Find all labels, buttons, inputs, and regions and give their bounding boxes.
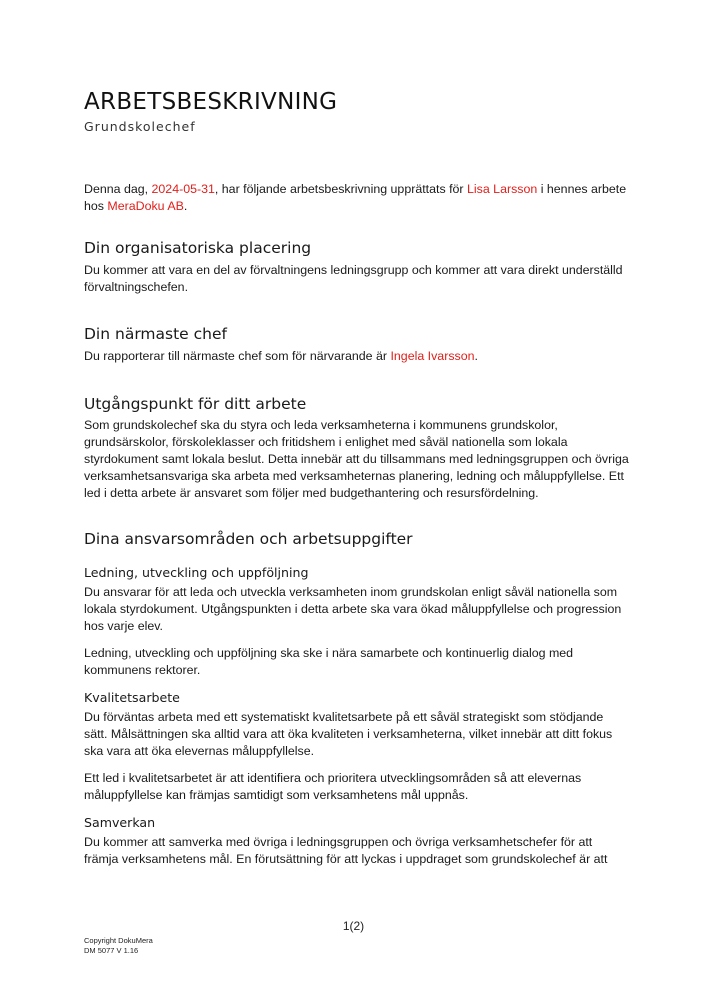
subheading-samverkan: Samverkan: [84, 815, 156, 830]
document-title: ARBETSBESKRIVNING: [84, 89, 338, 115]
intro-text: .: [183, 199, 188, 213]
date-field: 2024-05-31: [151, 182, 215, 196]
intro-paragraph: [84, 181, 629, 215]
subheading-ledning: Ledning, utveckling och uppföljning: [84, 565, 309, 580]
section-text-placering: Du kommer att vara en del av förvaltningens ledningsgrupp och kommer att vara direkt underställd förvaltningschefen.: [84, 263, 623, 294]
page-footer: [84, 936, 153, 956]
page-number: 1(2): [342, 919, 365, 933]
intro-text: i hennes arbete hos: [84, 182, 627, 213]
chef-text: Du rapporterar till närmaste chef som för närvarande är: [84, 349, 391, 363]
intro-text: Denna dag,: [84, 182, 152, 196]
section-heading-ansvar: Dina ansvarsområden och arbetsuppgifter: [84, 530, 413, 548]
company-name-field: MeraDoku AB: [107, 199, 184, 213]
document-content: [84, 86, 629, 868]
footer-copyright: Copyright DokuMera: [84, 936, 153, 945]
subheading-kvalitet: Kvalitetsarbete: [84, 690, 180, 705]
paragraph-kvalitet-2: Ett led i kvalitetsarbetet är att identifiera och prioritera utvecklingsområden så att elevernas måluppfyllelse kan främjas samtidigt som verksamhetens mål uppnås.: [84, 771, 582, 802]
person-name-field: Lisa Larsson: [467, 182, 538, 196]
paragraph-kvalitet-1: Du förväntas arbeta med ett systematiskt kvalitetsarbete på ett såväl strategiskt som stödjande sätt. Målsättningen ska alltid vara att öka kvaliteten i verksamheterna, vilket innebär att ditt fokus ska vara att öka elevernas måluppfyllelse.: [84, 710, 613, 758]
section-heading-placering: Din organisatoriska placering: [84, 239, 312, 257]
paragraph-ledning-2: Ledning, utveckling och uppföljning ska ske i nära samarbete och kontinuerlig dialog med kommunens rektorer.: [84, 646, 574, 677]
section-heading-utgangspunkt: Utgångspunkt för ditt arbete: [84, 395, 307, 413]
manager-name-field: Ingela Ivarsson: [390, 349, 475, 363]
section-text-utgangspunkt: Som grundskolechef ska du styra och leda verksamheterna i kommunens grundskolor, grundsärskolor, förskoleklasser och fritidshem i enlighet med såväl nationella som lokala styrdokument samt lokala beslut. Detta innebär att du tillsammans med ledningsgruppen och övriga verksamhetsansvariga ska arbeta med verksamheternas planering, ledning och måluppfyllelse. Ett led i detta arbete är ansvaret som följer med budgethantering och resursfördelning.: [84, 418, 629, 500]
document-subtitle: Grundskolechef: [84, 119, 196, 134]
section-heading-chef: Din närmaste chef: [84, 325, 227, 343]
paragraph-ledning-1: Du ansvarar för att leda och utveckla verksamheten inom grundskolan enligt såväl nationella som lokala styrdokument. Utgångspunkten i detta arbete ska vara ökad måluppfyllelse och progression hos varje elev.: [84, 585, 622, 633]
chef-text: .: [474, 349, 478, 363]
section-text-chef: [84, 348, 629, 365]
intro-text: , har följande arbetsbeskrivning upprättats för: [214, 182, 467, 196]
footer-doc-id: DM 5077 V 1.16: [84, 946, 139, 955]
paragraph-samverkan-1: Du kommer att samverka med övriga i ledningsgruppen och övriga verksamhetschefer för att främja verksamhetens mål. En förutsättning för att lyckas i uppdraget som grundskolechef är att: [84, 835, 608, 866]
